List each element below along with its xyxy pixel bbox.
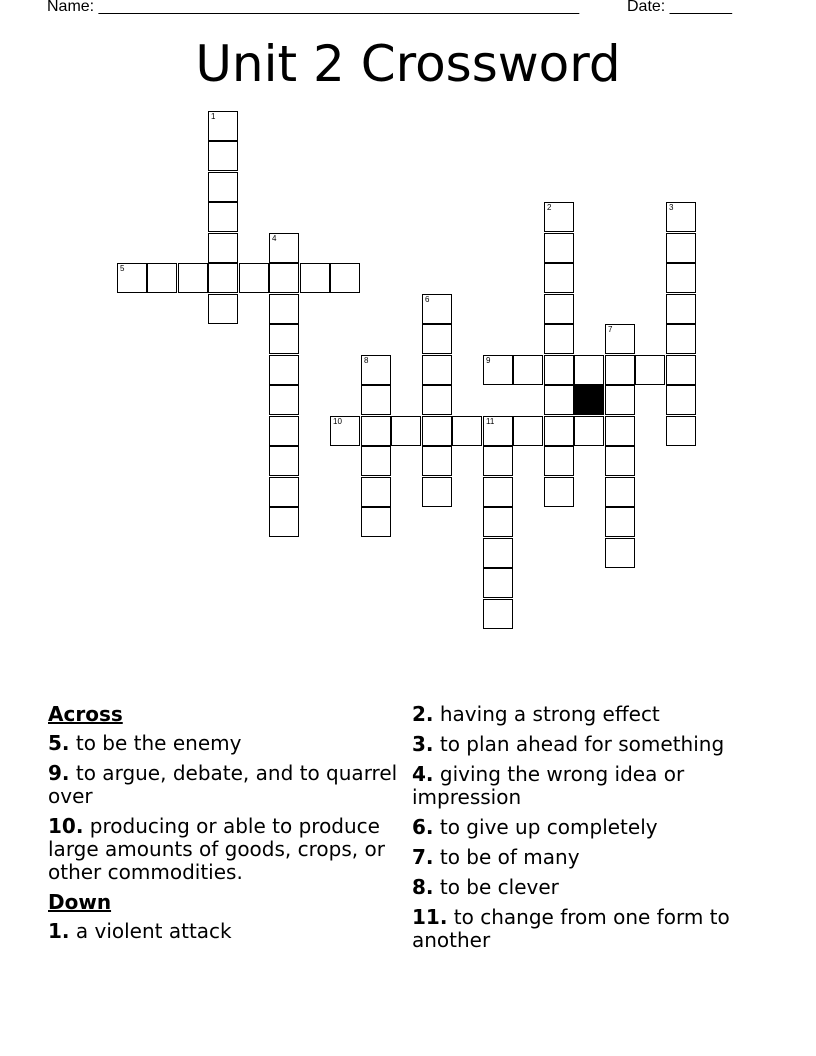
page-title: Unit 2 Crossword bbox=[195, 35, 621, 93]
crossword-cell[interactable] bbox=[422, 355, 452, 385]
crossword-cell[interactable] bbox=[483, 477, 513, 507]
crossword-cell[interactable] bbox=[422, 416, 452, 446]
clue-item bbox=[412, 846, 782, 869]
crossword-cell[interactable] bbox=[208, 202, 238, 232]
crossword-cell[interactable] bbox=[208, 172, 238, 202]
crossword-cell[interactable] bbox=[544, 477, 574, 507]
crossword-cell[interactable] bbox=[269, 477, 299, 507]
crossword-cell[interactable] bbox=[269, 446, 299, 476]
clue-number: 7. bbox=[412, 845, 434, 869]
crossword-cell[interactable] bbox=[635, 355, 665, 385]
clue-text: having a strong effect bbox=[439, 702, 660, 726]
crossword-black-cell bbox=[574, 385, 604, 415]
clue-number: 3. bbox=[412, 732, 434, 756]
clue-text: to be of many bbox=[439, 845, 580, 869]
clue-text: to be clever bbox=[439, 875, 559, 899]
crossword-cell[interactable] bbox=[513, 355, 543, 385]
date-field-label: Date: _______ bbox=[627, 0, 732, 15]
crossword-cell[interactable] bbox=[544, 355, 574, 385]
crossword-cell[interactable] bbox=[544, 202, 574, 232]
crossword-cell[interactable] bbox=[269, 507, 299, 537]
crossword-cell[interactable] bbox=[483, 507, 513, 537]
crossword-cell[interactable] bbox=[422, 294, 452, 324]
clue-text: giving the wrong idea or impression bbox=[412, 762, 685, 809]
clue-number: 9. bbox=[48, 761, 70, 785]
crossword-cell[interactable] bbox=[544, 324, 574, 354]
crossword-cell[interactable] bbox=[361, 446, 391, 476]
crossword-cell[interactable] bbox=[330, 263, 360, 293]
down-heading: Down bbox=[48, 890, 112, 914]
clue-item bbox=[412, 733, 782, 756]
clue-item bbox=[412, 816, 782, 839]
crossword-cell[interactable] bbox=[208, 141, 238, 171]
crossword-cell[interactable] bbox=[269, 355, 299, 385]
crossword-cell[interactable] bbox=[483, 355, 513, 385]
crossword-cell[interactable] bbox=[147, 263, 177, 293]
crossword-cell[interactable] bbox=[544, 446, 574, 476]
clue-text: to be the enemy bbox=[75, 731, 242, 755]
crossword-cell[interactable] bbox=[666, 355, 696, 385]
crossword-cell[interactable] bbox=[208, 294, 238, 324]
clue-text: a violent attack bbox=[75, 919, 232, 943]
crossword-cell[interactable] bbox=[483, 568, 513, 598]
clue-number: 6. bbox=[412, 815, 434, 839]
crossword-cell[interactable] bbox=[239, 263, 269, 293]
crossword-cell[interactable] bbox=[666, 324, 696, 354]
crossword-cell[interactable] bbox=[544, 416, 574, 446]
clue-number-label: 10 bbox=[333, 417, 342, 426]
clue-number-label: 5 bbox=[120, 264, 125, 273]
clue-number: 11. bbox=[412, 905, 448, 929]
crossword-cell[interactable] bbox=[452, 416, 482, 446]
clue-item bbox=[412, 763, 782, 809]
clue-text: to argue, debate, and to quarrel over bbox=[48, 761, 398, 808]
crossword-cell[interactable] bbox=[544, 263, 574, 293]
crossword-cell[interactable] bbox=[605, 385, 635, 415]
clue-number-label: 7 bbox=[608, 325, 613, 334]
crossword-cell[interactable] bbox=[330, 416, 360, 446]
clue-text: to plan ahead for something bbox=[439, 732, 725, 756]
clue-number-label: 11 bbox=[486, 417, 495, 426]
clue-item bbox=[412, 906, 782, 952]
crossword-cell[interactable] bbox=[513, 416, 543, 446]
clue-item bbox=[48, 762, 398, 808]
crossword-cell[interactable] bbox=[361, 507, 391, 537]
crossword-cell[interactable] bbox=[208, 111, 238, 141]
crossword-cell[interactable] bbox=[269, 324, 299, 354]
crossword-cell[interactable] bbox=[178, 263, 208, 293]
crossword-cell[interactable] bbox=[483, 446, 513, 476]
crossword-cell[interactable] bbox=[605, 324, 635, 354]
clue-number: 5. bbox=[48, 731, 70, 755]
crossword-cell[interactable] bbox=[483, 416, 513, 446]
across-heading: Across bbox=[48, 702, 123, 726]
clue-number: 2. bbox=[412, 702, 434, 726]
crossword-cell[interactable] bbox=[574, 355, 604, 385]
crossword-cell[interactable] bbox=[422, 385, 452, 415]
crossword-cell[interactable] bbox=[483, 538, 513, 568]
crossword-cell[interactable] bbox=[300, 263, 330, 293]
crossword-cell[interactable] bbox=[605, 538, 635, 568]
crossword-cell[interactable] bbox=[117, 263, 147, 293]
clue-number-label: 1 bbox=[211, 112, 216, 121]
crossword-cell[interactable] bbox=[422, 446, 452, 476]
clue-number: 1. bbox=[48, 919, 70, 943]
crossword-cell[interactable] bbox=[483, 599, 513, 629]
crossword-cell[interactable] bbox=[605, 416, 635, 446]
clue-text: to give up completely bbox=[439, 815, 658, 839]
crossword-cell[interactable] bbox=[666, 385, 696, 415]
crossword-cell[interactable] bbox=[361, 477, 391, 507]
crossword-cell[interactable] bbox=[605, 507, 635, 537]
clue-item bbox=[48, 920, 398, 943]
clue-text: producing or able to produce large amounts of goods, crops, or other commodities. bbox=[48, 814, 385, 884]
crossword-cell[interactable] bbox=[361, 385, 391, 415]
crossword-cell[interactable] bbox=[361, 355, 391, 385]
crossword-cell[interactable] bbox=[361, 416, 391, 446]
clue-text: to change from one form to another bbox=[412, 905, 730, 952]
crossword-cell[interactable] bbox=[391, 416, 421, 446]
crossword-cell[interactable] bbox=[666, 263, 696, 293]
crossword-cell[interactable] bbox=[269, 233, 299, 263]
crossword-cell[interactable] bbox=[422, 477, 452, 507]
clue-number: 10. bbox=[48, 814, 84, 838]
crossword-cell[interactable] bbox=[605, 355, 635, 385]
crossword-cell[interactable] bbox=[422, 324, 452, 354]
clues-right-column bbox=[412, 703, 782, 959]
clue-number-label: 9 bbox=[486, 356, 491, 365]
crossword-cell[interactable] bbox=[208, 263, 238, 293]
crossword-cell[interactable] bbox=[666, 294, 696, 324]
name-field-label: Name: ______________________________________________________ bbox=[47, 0, 580, 15]
clue-number-label: 4 bbox=[272, 234, 277, 243]
clue-number: 4. bbox=[412, 762, 434, 786]
clue-item bbox=[412, 876, 782, 899]
clue-number-label: 3 bbox=[669, 203, 674, 212]
crossword-cell[interactable] bbox=[666, 202, 696, 232]
clue-number: 8. bbox=[412, 875, 434, 899]
crossword-cell[interactable] bbox=[544, 385, 574, 415]
crossword-cell[interactable] bbox=[605, 446, 635, 476]
crossword-cell[interactable] bbox=[269, 294, 299, 324]
crossword-cell[interactable] bbox=[574, 416, 604, 446]
clue-number-label: 8 bbox=[364, 356, 369, 365]
crossword-cell[interactable] bbox=[666, 416, 696, 446]
clue-item bbox=[48, 732, 398, 755]
clue-item bbox=[412, 703, 782, 726]
clues-left-column bbox=[48, 703, 398, 950]
crossword-cell[interactable] bbox=[605, 477, 635, 507]
crossword-cell[interactable] bbox=[269, 263, 299, 293]
crossword-cell[interactable] bbox=[544, 294, 574, 324]
crossword-cell[interactable] bbox=[269, 385, 299, 415]
crossword-cell[interactable] bbox=[208, 233, 238, 263]
clue-number-label: 6 bbox=[425, 295, 430, 304]
crossword-cell[interactable] bbox=[544, 233, 574, 263]
clue-number-label: 2 bbox=[547, 203, 552, 212]
crossword-cell[interactable] bbox=[269, 416, 299, 446]
crossword-cell[interactable] bbox=[666, 233, 696, 263]
clue-item bbox=[48, 815, 398, 884]
